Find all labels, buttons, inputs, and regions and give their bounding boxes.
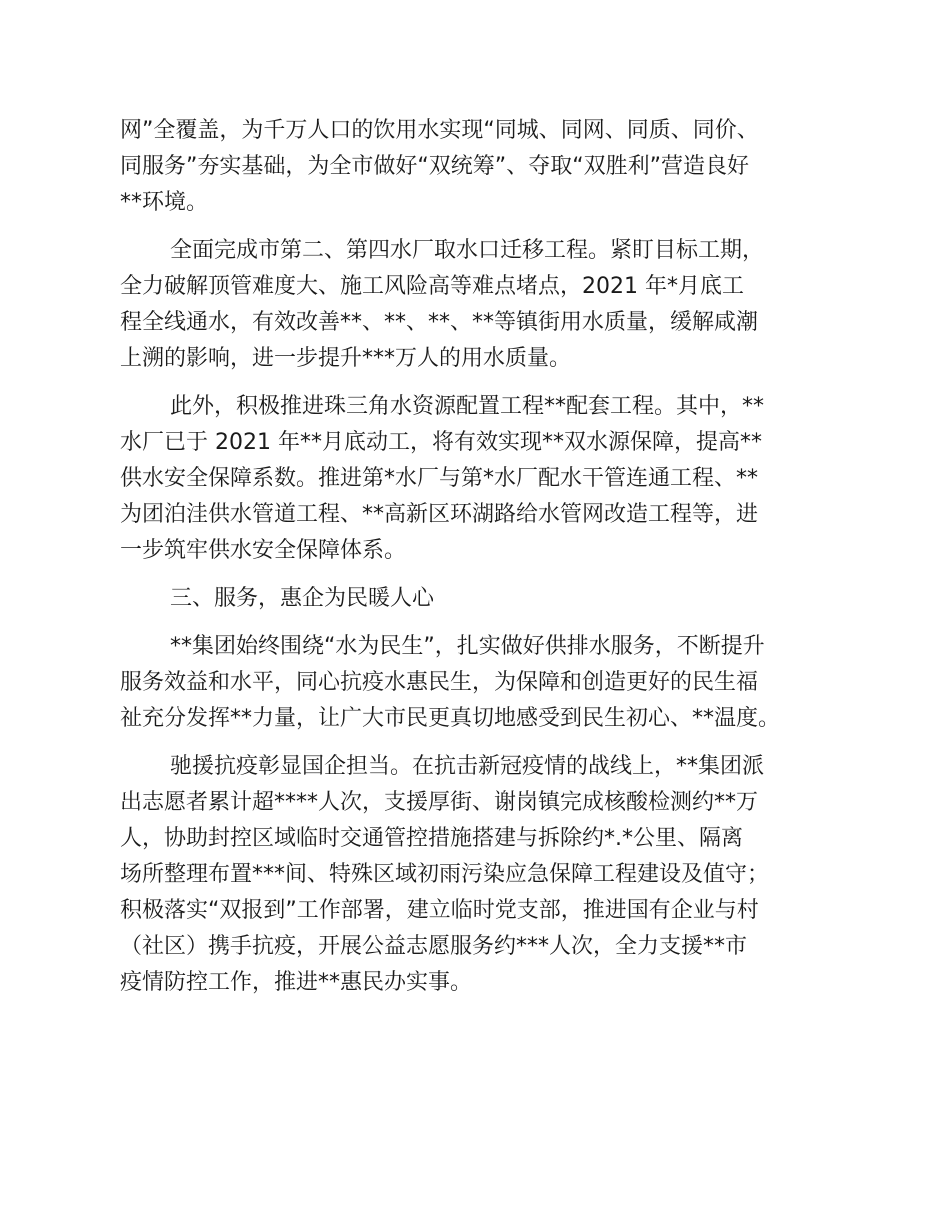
- heading-line: 三、服务，惠企为民暖人心: [170, 586, 435, 611]
- text-line: **集团始终围绕“水为民生”，扎实做好供排水服务，不断提升: [170, 634, 765, 659]
- text-line: 网”全覆盖，为千万人口的饮用水实现“同城、同网、同质、同价、: [120, 118, 759, 143]
- text-line: 驰援抗疫彰显国企担当。在抗击新冠疫情的战线上，**集团派: [170, 754, 765, 779]
- text-line: **环境。: [120, 190, 209, 215]
- text-line: 一步筑牢供水安全保障体系。: [120, 538, 407, 563]
- text-line: 祉充分发挥**力量，让广大市民更真切地感受到民生初心、**温度。: [120, 706, 781, 731]
- document-body: [120, 113, 840, 1013]
- paragraph-4: [120, 629, 840, 737]
- text-line: 水厂已于 2021 年**月底动工，将有效实现**双水源保障，提高**: [120, 430, 762, 455]
- text-line: 场所整理布置***间、特殊区域初雨污染应急保障工程建设及值守；: [120, 862, 770, 887]
- text-line: 全面完成市第二、第四水厂取水口迁移工程。紧盯目标工期，: [170, 238, 765, 263]
- paragraph-3: [120, 389, 840, 569]
- text-line: 积极落实“双报到”工作部署，建立临时党支部，推进国有企业与村: [120, 898, 759, 923]
- text-line: 此外，积极推进珠三角水资源配置工程**配套工程。其中，**: [170, 394, 765, 419]
- section-heading: [120, 581, 840, 617]
- paragraph-1: [120, 113, 840, 221]
- text-line: 人，协助封控区域临时交通管控措施搭建与拆除约*.*公里、隔离: [120, 826, 743, 851]
- text-line: 疫情防控工作，推进**惠民办实事。: [120, 970, 473, 995]
- text-line: （社区）携手抗疫，开展公益志愿服务约***人次，全力支援**市: [120, 934, 748, 959]
- paragraph-2: [120, 233, 840, 377]
- text-line: 服务效益和水平，同心抗疫水惠民生，为保障和创造更好的民生福: [120, 670, 759, 695]
- text-line: 程全线通水，有效改善**、**、**、**等镇街用水质量，缓解咸潮: [120, 310, 759, 335]
- paragraph-5: [120, 749, 840, 1001]
- text-line: 上溯的影响，进一步提升***万人的用水质量。: [120, 346, 572, 371]
- text-line: 出志愿者累计超****人次，支援厚街、谢岗镇完成核酸检测约**万: [120, 790, 759, 815]
- text-line: 供水安全保障系数。推进第*水厂与第*水厂配水干管连通工程、**: [120, 466, 759, 491]
- text-line: 同服务”夯实基础，为全市做好“双统筹”、夺取“双胜利”营造良好: [120, 154, 749, 179]
- text-line: 为团泊洼供水管道工程、**高新区环湖路给水管网改造工程等，进: [120, 502, 759, 527]
- text-line: 全力破解顶管难度大、施工风险高等难点堵点，2021 年*月底工: [120, 274, 744, 299]
